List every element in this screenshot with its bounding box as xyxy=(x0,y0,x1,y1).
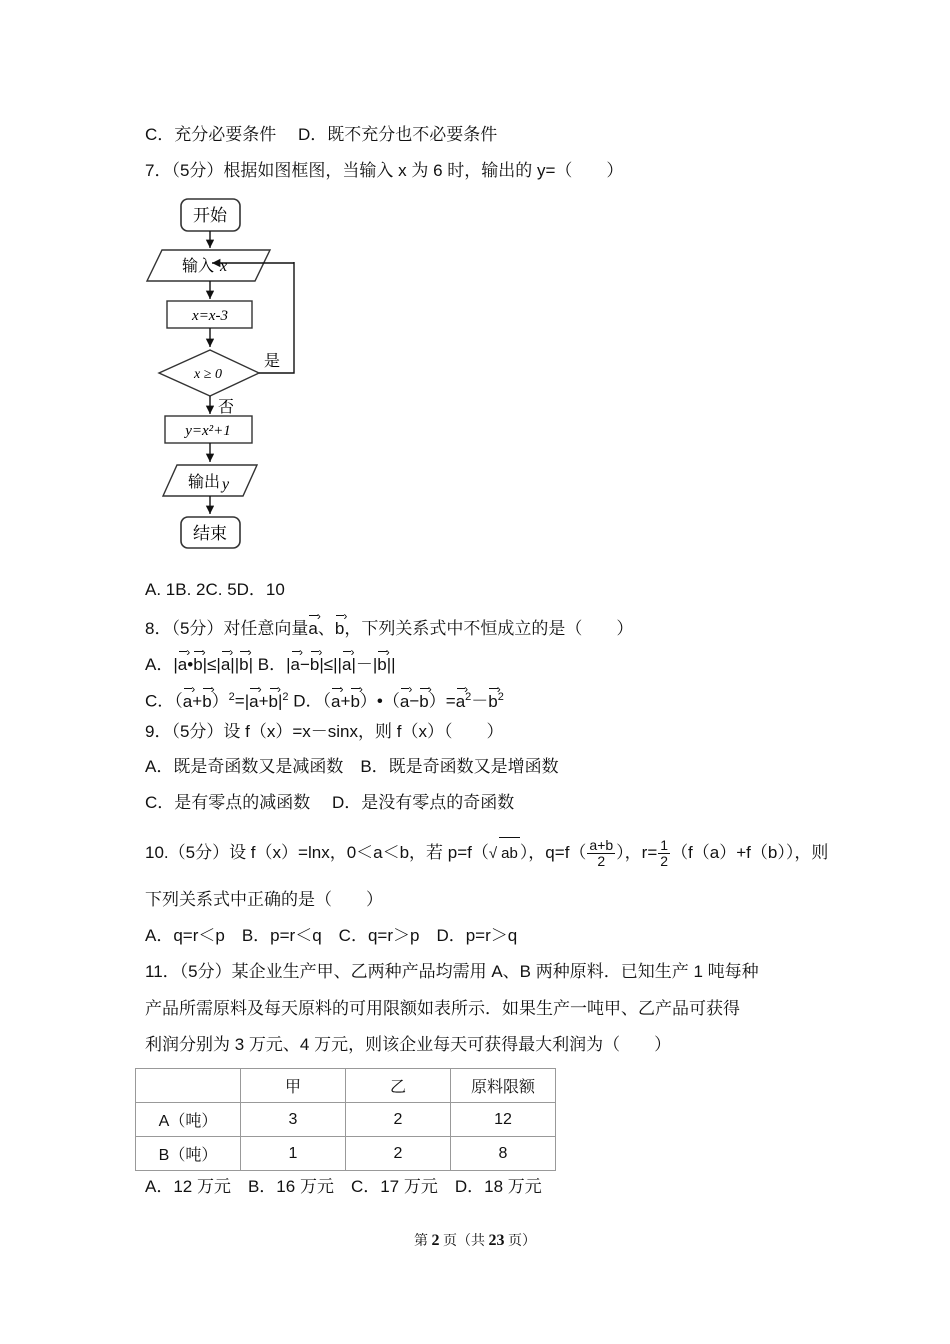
vector-a: a › xyxy=(308,614,317,640)
page-footer xyxy=(0,1230,950,1250)
flowchart-output-label: 输出 xyxy=(188,474,221,491)
flowchart-yes-label: 是 xyxy=(264,353,281,370)
q8-stem-prefix: 8．（5分）对任意向量 xyxy=(145,619,309,638)
table-cell: 8 xyxy=(451,1137,556,1171)
footer-post: 页） xyxy=(508,1234,536,1249)
flowchart-output-var: y xyxy=(222,476,230,493)
flowchart-expression-label: y=x²+1 xyxy=(185,423,231,439)
flowchart-end-label: 结束 xyxy=(193,524,227,543)
footer-pre: 第 xyxy=(414,1234,428,1249)
q10-r-part: ），r= xyxy=(616,843,658,862)
q10-sqrt: ab xyxy=(499,837,520,870)
footer-mid: 页（共 xyxy=(443,1234,485,1249)
q9-options-line1: A．既是奇函数又是减函数 B．既是奇函数又是增函数 xyxy=(145,757,559,776)
table-header-cell: 原料限额 xyxy=(451,1069,556,1103)
q8-options-cd: C．（a ›+b ›）$^2$=|a ›+b $›|^2$ D．（a ›+b ›）•（a ›−b ›）=a ›$^2$－b ›$^2$ xyxy=(145,686,504,713)
q9-stem: 9．（5分）设 f（x）=x－sinx，则 f（x）（ ） xyxy=(145,722,504,741)
table-cell: 12 xyxy=(451,1103,556,1137)
table-header-cell: 甲 xyxy=(241,1069,346,1103)
flowchart-assign-node xyxy=(167,301,252,328)
q10-fraction xyxy=(587,838,615,869)
q7-options: A. 1B. 2C. 5D．10 xyxy=(145,580,285,599)
table-cell: 3 xyxy=(241,1103,346,1137)
q6-options: C．充分必要条件 D．既不充分也不必要条件 xyxy=(145,125,498,144)
q10-q-part: ），q=f（ xyxy=(519,843,587,862)
table-header-cell: 乙 xyxy=(346,1069,451,1103)
q11-options: A．12 万元 B．16 万元 C．17 万元 D．18 万元 xyxy=(145,1177,542,1196)
flowchart-input-node xyxy=(147,250,270,281)
q10-fraction-num: a+b xyxy=(589,837,614,854)
flowchart-assign-label: x=x-3 xyxy=(192,308,228,324)
flowchart-no-label: 否 xyxy=(218,399,235,416)
table-cell: 2 xyxy=(346,1103,451,1137)
table-cell: A（吨） xyxy=(136,1103,241,1137)
table-row xyxy=(136,1103,556,1137)
flowchart-condition-label: x ≥ 0 xyxy=(194,367,222,382)
q10-half-den: 2 xyxy=(660,853,669,870)
q10-half-num: 1 xyxy=(660,837,669,854)
flowchart-expression-node xyxy=(165,416,252,443)
vector-b: b › xyxy=(335,614,344,640)
q11-table xyxy=(135,1068,556,1171)
flowchart-input-var: x xyxy=(220,258,228,275)
q8-options-ab: A．|a ›•b ›|≤|a ›||b ›| B．|a ›−b ›|≤||a ›|－|b ›|| xyxy=(145,650,396,676)
q8-stem-suffix: ，下列关系式中不恒成立的是（ ） xyxy=(344,619,634,638)
q9-options-line2: C．是有零点的减函数 D．是没有零点的奇函数 xyxy=(145,793,515,812)
flowchart-input-label: 输入 xyxy=(182,258,215,275)
table-cell: B（吨） xyxy=(136,1137,241,1171)
q10-fraction-den: 2 xyxy=(597,853,606,870)
flowchart-start-label: 开始 xyxy=(193,206,227,225)
q10-stem: 10.（5分）设 f（x）=lnx，0＜a＜b，若 p=f（√ ab ），q=f（ $\frac{a+b}{2}$ ），r= $\frac{1}{2}$ （f（a）+f（b）），则 xyxy=(145,837,829,870)
q10-line2: 下列关系式中正确的是（ ） xyxy=(145,890,383,909)
flowchart xyxy=(140,190,320,560)
q10-options: A．q=r＜p B．p=r＜q C．q=r＞p D．p=r＞q xyxy=(145,926,518,945)
q10-half xyxy=(658,838,670,869)
table-row xyxy=(136,1137,556,1171)
table-cell: 2 xyxy=(346,1137,451,1171)
q11-line3: 利润分别为 3 万元、4 万元，则该企业每天可获得最大利润为（ ） xyxy=(145,1035,672,1054)
table-header-row xyxy=(136,1069,556,1103)
q11-line1: 11．（5分）某企业生产甲、乙两种产品均需用 A、B 两种原料．已知生产 1 吨每种 xyxy=(145,962,759,981)
q10-tail: （f（a）+f（b）），则 xyxy=(671,843,829,862)
footer-page-number: 2 xyxy=(431,1232,440,1249)
q7-stem: 7．（5分）根据如图框图，当输入 x 为 6 时，输出的 y=（ ） xyxy=(145,161,624,180)
footer-total-pages: 23 xyxy=(488,1232,505,1249)
flowchart-start-node xyxy=(181,199,240,231)
q8-stem: 8．（5分）对任意向量a ›、b ›，下列关系式中不恒成立的是（ ） xyxy=(145,614,633,640)
table-cell: 1 xyxy=(241,1137,346,1171)
flowchart-end-node xyxy=(181,517,240,548)
q11-line2: 产品所需原料及每天原料的可用限额如表所示．如果生产一吨甲、乙产品可获得 xyxy=(145,999,740,1018)
q10-stem-start: 10.（5分）设 f（x）=lnx，0＜a＜b，若 p=f（ xyxy=(145,843,489,862)
table-header-cell xyxy=(136,1069,241,1103)
flowchart-condition-node xyxy=(159,350,259,396)
flowchart-output-node xyxy=(163,465,257,496)
